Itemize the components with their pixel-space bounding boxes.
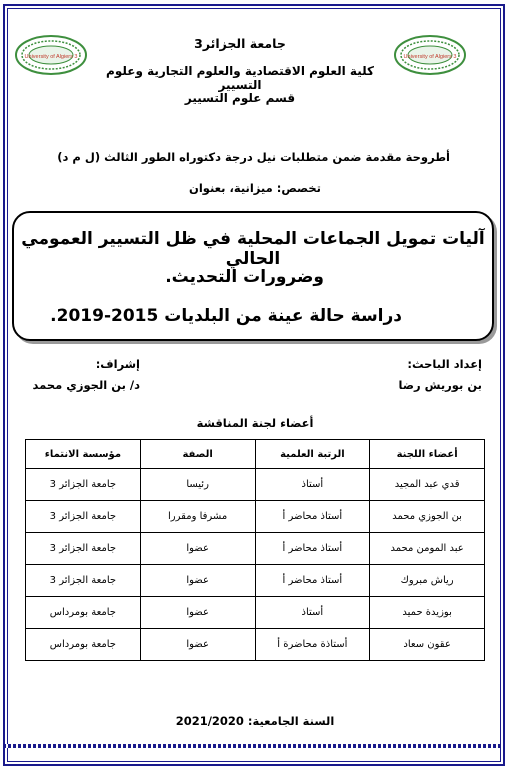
table-row: [26, 501, 485, 533]
committee-table: [25, 439, 485, 661]
university-logo-right: [393, 34, 467, 76]
university-name: جامعة الجزائر3: [194, 36, 286, 51]
header-member: أعضاء اللجنة: [370, 440, 485, 469]
supervisor-name: د/ بن الجوزي محمد: [32, 378, 140, 392]
table-header-row: [26, 440, 485, 469]
member-name: بن الجوزي محمد: [370, 501, 485, 533]
logo-text: University of Algiers 3: [403, 54, 457, 60]
table-row: [26, 533, 485, 565]
thesis-title-line-1: آليات تمويل الجماعات المحلية في ظل التسيير العمومي الحالي: [21, 229, 485, 269]
member-name: بوزيدة حميد: [370, 597, 485, 629]
table-row: [26, 565, 485, 597]
member-institution: جامعة الجزائر 3: [26, 501, 141, 533]
faculty-name: كلية العلوم الاقتصادية والعلوم التجارية وعلوم التسيير: [106, 64, 374, 92]
prepared-by-label: إعداد الباحث:: [407, 357, 482, 371]
thesis-subtitle: دراسة حالة عينة من البلديات 2015-2019.: [50, 306, 402, 326]
committee-title: أعضاء لجنة المناقشة: [196, 416, 314, 430]
member-institution: جامعة بومرداس: [26, 629, 141, 661]
header-rank: الرتبة العلمية: [255, 440, 370, 469]
member-role: عضوا: [140, 565, 255, 597]
member-role: رئيسا: [140, 469, 255, 501]
table-row: [26, 597, 485, 629]
member-rank: أستاذ محاضر أ: [255, 501, 370, 533]
supervisor-label: إشراف:: [95, 357, 140, 371]
logo-text: University of Algiers 3: [24, 54, 78, 60]
university-logo-left: [14, 34, 88, 76]
member-name: رياش مبروك: [370, 565, 485, 597]
member-institution: جامعة الجزائر 3: [26, 565, 141, 597]
department-name: قسم علوم التسيير: [184, 91, 296, 105]
thesis-title-box: [12, 211, 494, 341]
thesis-statement: أطروحة مقدمة ضمن متطلبات نيل درجة دكتوراه الطور الثالث (ل م د): [57, 150, 450, 164]
specialty-line: تخصص: ميزانية، بعنوان: [189, 181, 321, 195]
member-role: عضوا: [140, 629, 255, 661]
header-institution: مؤسسة الانتماء: [26, 440, 141, 469]
member-name: قدي عبد المجيد: [370, 469, 485, 501]
member-name: عقون سعاد: [370, 629, 485, 661]
member-role: عضوا: [140, 597, 255, 629]
table-row: [26, 469, 485, 501]
member-role: عضوا: [140, 533, 255, 565]
researcher-name: بن بوريش رضا: [398, 378, 482, 392]
member-rank: أستاذ محاضر أ: [255, 533, 370, 565]
thesis-title-line-2: وضرورات التحديث.: [165, 267, 324, 287]
member-rank: أستاذ محاضر أ: [255, 565, 370, 597]
member-institution: جامعة بومرداس: [26, 597, 141, 629]
member-name: عبد المومن محمد: [370, 533, 485, 565]
table-row: [26, 629, 485, 661]
member-institution: جامعة الجزائر 3: [26, 533, 141, 565]
bottom-decorative-rule: [3, 744, 505, 748]
academic-year: السنة الجامعية: 2021/2020: [175, 714, 335, 728]
member-rank: أستاذ: [255, 469, 370, 501]
member-institution: جامعة الجزائر 3: [26, 469, 141, 501]
member-rank: أستاذ: [255, 597, 370, 629]
member-rank: أستاذة محاضرة أ: [255, 629, 370, 661]
member-role: مشرفا ومقررا: [140, 501, 255, 533]
header-role: الصفة: [140, 440, 255, 469]
